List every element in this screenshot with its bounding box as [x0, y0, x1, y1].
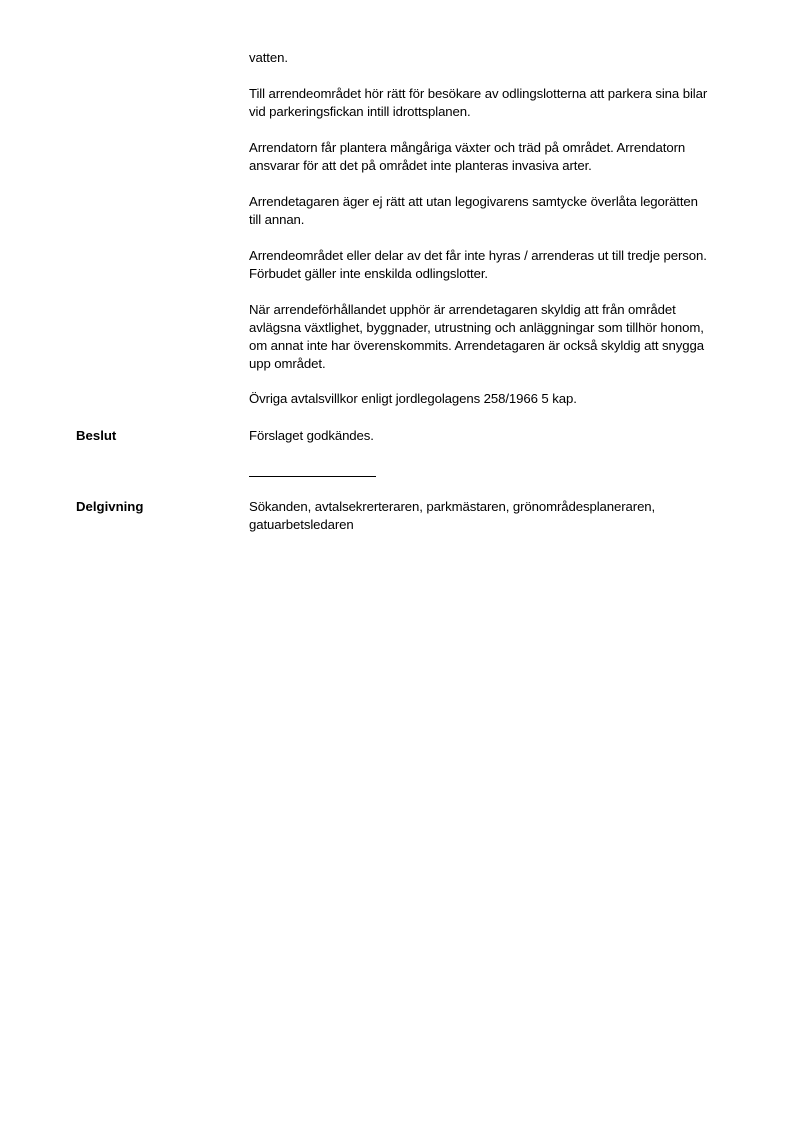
- paragraph-transfer: [249, 193, 749, 229]
- text-line: ansvarar för att det på området inte planteras invasiva arter.: [249, 158, 592, 173]
- text-line: Arrendetagaren äger ej rätt att utan legogivarens samtycke överlåta legorätten: [249, 194, 698, 209]
- text-line: Till arrendeområdet hör rätt för besökare av odlingslotterna att parkera sina bilar: [249, 86, 708, 101]
- text-line: Övriga avtalsvillkor enligt jordlegolagens 258/1966 5 kap.: [249, 391, 577, 406]
- beslut-text: [249, 427, 749, 445]
- paragraph-other-terms: [249, 390, 749, 408]
- paragraph-parking: [249, 85, 749, 121]
- text-line: gatuarbetsledaren: [249, 517, 354, 532]
- text-line: vid parkeringsfickan intill idrottsplanen.: [249, 104, 471, 119]
- text-line: Förbudet gäller inte enskilda odlingslotter.: [249, 266, 488, 281]
- text-line: vatten.: [249, 50, 288, 65]
- paragraph-subletting: [249, 247, 749, 283]
- text-line: om annat inte har överenskommits. Arrendetagaren är också skyldig att snygga: [249, 338, 704, 353]
- text-line: avlägsna växtlighet, byggnader, utrustning och anläggningar som tillhör honom,: [249, 320, 704, 335]
- text-line: Arrendeområdet eller delar av det får inte hyras / arrenderas ut till tredje person.: [249, 248, 707, 263]
- paragraph-water: [249, 49, 749, 67]
- text-line: Förslaget godkändes.: [249, 428, 374, 443]
- beslut-label: Beslut: [76, 428, 117, 443]
- paragraph-termination: [249, 301, 749, 373]
- delgivning-label: Delgivning: [76, 499, 144, 514]
- text-line: upp området.: [249, 356, 326, 371]
- paragraph-planting: [249, 139, 749, 175]
- delgivning-text: [249, 498, 749, 534]
- text-line: Sökanden, avtalsekrerteraren, parkmästaren, grönområdesplaneraren,: [249, 499, 656, 514]
- signature-line: [249, 476, 376, 477]
- text-line: Arrendatorn får plantera mångåriga växter och träd på området. Arrendatorn: [249, 140, 686, 155]
- text-line: till annan.: [249, 212, 305, 227]
- text-line: När arrendeförhållandet upphör är arrendetagaren skyldig att från området: [249, 302, 676, 317]
